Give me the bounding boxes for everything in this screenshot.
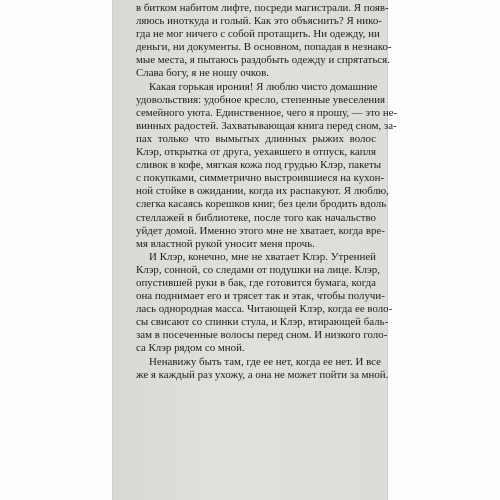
text-line: Какая горькая ирония! Я люблю чисто домашние [149,80,378,93]
text-line: Клэр, открытка от друга, уехавшего в отпуск, капля [136,146,376,159]
text-line: винных радостей. Захватывающая книга перед сном, за- [136,119,397,132]
text-line: удовольствия: удобное кресло, степенные увеселения [136,93,386,106]
text-line: она поднимает его и трясет так и этак, чтобы получи- [136,290,385,303]
text-line: в битком набитом лифте, посреди магистрали. Я появ- [136,2,389,14]
text-line: Слава богу, я не ношу очков. [136,67,269,80]
text-line: гда не мог ничего с собой протащить. Ни одежду, ни [136,28,380,41]
paragraph [136,80,398,251]
text-line: опустившей руки в бак, где готовится бумага, когда [136,276,376,289]
text-line: мя властной рукой уносит меня прочь. [136,237,315,250]
text-line: семейного уюта. Единственное, чего я прошу, — это не- [136,106,398,119]
text-line: Клэр, сонной, со следами от подушки на лице. Клэр, [136,263,380,276]
book-page [112,0,398,500]
text-line: деньги, ни документы. В основном, попадая в незнако- [136,41,392,54]
text-line: уйдет домой. Именно этого мне не хватает, когда вре- [136,224,385,237]
text-line: зам в посеченные волосы перед сном. И низкого голо- [136,329,388,342]
paragraph [136,355,389,382]
text-line: лась однородная масса. Читающей Клэр, когда ее воло- [136,303,393,316]
text-line: мые места, я пытаюсь раздобыть одежду и спрятаться. [136,54,390,67]
paragraph [136,2,392,81]
text-line: И Клэр, конечно, мне не хватает Клэр. Утренней [149,250,376,263]
text-line: ной стойке в ожидании, когда их распакуют. Я люблю, [136,185,389,198]
text-line: сы свисают со спинки стула, и Клэр, втирающей баль- [136,316,389,329]
text-line: с покупками, симметрично выстроившиеся на кухон- [136,172,385,185]
text-line: слегка касаясь корешков книг, без цели бродить вдоль [136,198,387,211]
text-line: пах только что вымытых длинных рыжих волос [136,132,376,145]
text-line: сливок в кофе, мягкая кожа под грудью Клэр, пакеты [136,159,382,172]
text-line: Ненавижу быть там, где ее нет, когда ее нет. И все [149,355,381,368]
paragraph [136,250,393,356]
text-line: стеллажей в библиотеке, после того как начальство [136,211,376,224]
text-line: же я каждый раз ухожу, а она не может пойти за мной. [136,368,389,381]
text-line: са Клэр рядом со мной. [136,342,245,355]
text-line: ляюсь иноткуда и голый. Как это объяснить? Я нико- [136,15,382,28]
page-text [136,2,398,382]
